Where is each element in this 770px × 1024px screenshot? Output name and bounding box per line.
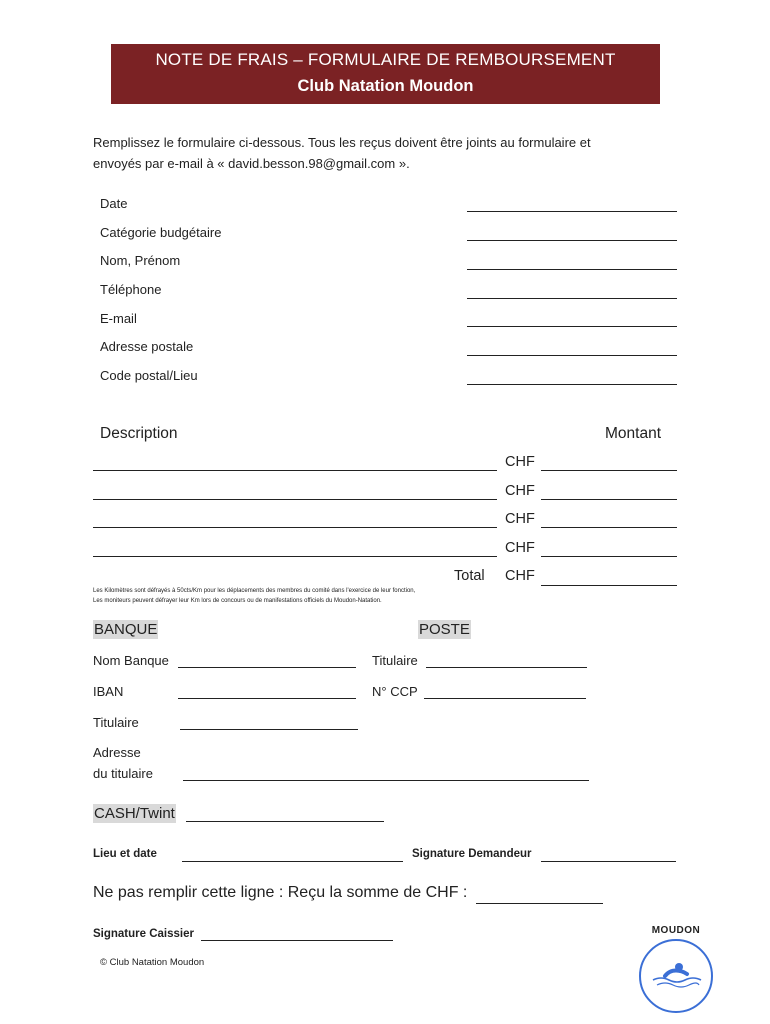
- description-heading: Description: [100, 425, 178, 442]
- bank-holder-field[interactable]: [180, 729, 358, 730]
- name-field[interactable]: [467, 269, 677, 270]
- do-not-fill-text: Ne pas remplir cette ligne : Reçu la somme de CHF :: [93, 884, 468, 901]
- date-field[interactable]: [467, 211, 677, 212]
- cash-heading: CASH/Twint: [94, 805, 175, 822]
- form-title: NOTE DE FRAIS – FORMULAIRE DE REMBOURSEMENT: [155, 50, 616, 69]
- bank-name-field[interactable]: [178, 667, 356, 668]
- cash-field[interactable]: [186, 821, 384, 822]
- cashier-signature-label: Signature Caissier: [93, 928, 194, 940]
- mileage-note: [93, 586, 415, 606]
- post-holder-field[interactable]: [426, 667, 587, 668]
- currency-label: CHF: [505, 540, 535, 556]
- email-label: E-mail: [100, 311, 137, 326]
- logo-text: MOUDON: [651, 925, 701, 936]
- description-line[interactable]: [93, 499, 497, 500]
- form-subtitle: Club Natation Moudon: [297, 77, 474, 95]
- description-line[interactable]: [93, 527, 497, 528]
- zip-field[interactable]: [467, 384, 677, 385]
- form-header: [111, 44, 660, 104]
- iban-field[interactable]: [178, 698, 356, 699]
- holder-address-label-1: Adresse: [93, 745, 141, 760]
- intro-line-2: envoyés par e-mail à « david.besson.98@gmail.com ».: [93, 156, 410, 171]
- phone-field[interactable]: [467, 298, 677, 299]
- club-logo: [635, 924, 717, 1014]
- bank-heading: BANQUE: [94, 621, 158, 638]
- bank-name-label: Nom Banque: [93, 653, 169, 668]
- zip-label: Code postal/Lieu: [100, 368, 198, 383]
- currency-label: CHF: [505, 568, 535, 584]
- phone-label: Téléphone: [100, 282, 162, 297]
- requester-signature-field[interactable]: [541, 861, 676, 862]
- received-amount-field[interactable]: [476, 903, 603, 904]
- amount-line[interactable]: [541, 470, 677, 471]
- mileage-note-line-2: Les moniteurs peuvent défrayer leur Km lors de concours ou de manifestations officiels du Moudon-Natation.: [93, 598, 382, 604]
- cashier-signature-field[interactable]: [201, 940, 393, 941]
- requester-signature-label: Signature Demandeur: [412, 848, 532, 860]
- amount-line[interactable]: [541, 499, 677, 500]
- post-heading: POSTE: [419, 621, 470, 638]
- swimmer-icon: [635, 934, 717, 1014]
- intro-text: [93, 132, 693, 174]
- address-field[interactable]: [467, 355, 677, 356]
- ccp-field[interactable]: [424, 698, 586, 699]
- name-label: Nom, Prénom: [100, 253, 181, 268]
- holder-address-label-2: du titulaire: [93, 766, 153, 781]
- iban-label: IBAN: [93, 684, 124, 699]
- total-amount-line[interactable]: [541, 585, 677, 586]
- bank-holder-label: Titulaire: [93, 715, 139, 730]
- category-field[interactable]: [467, 240, 677, 241]
- address-label: Adresse postale: [100, 339, 194, 354]
- place-date-field[interactable]: [182, 861, 403, 862]
- category-label: Catégorie budgétaire: [100, 225, 222, 240]
- holder-address-field[interactable]: [183, 780, 589, 781]
- email-field[interactable]: [467, 326, 677, 327]
- currency-label: CHF: [505, 511, 535, 527]
- place-date-label: Lieu et date: [93, 848, 157, 860]
- description-line[interactable]: [93, 470, 497, 471]
- description-line[interactable]: [93, 556, 497, 557]
- date-label: Date: [100, 196, 128, 211]
- total-label: Total: [454, 568, 485, 584]
- ccp-label: N° CCP: [372, 684, 418, 699]
- currency-label: CHF: [505, 483, 535, 499]
- intro-line-1: Remplissez le formulaire ci-dessous. Tous les reçus doivent être joints au formulaire et: [93, 135, 591, 150]
- amount-heading: Montant: [605, 425, 662, 442]
- post-holder-label: Titulaire: [372, 653, 418, 668]
- copyright: © Club Natation Moudon: [100, 957, 205, 968]
- amount-line[interactable]: [541, 527, 677, 528]
- mileage-note-line-1: Les Kilomètres sont défrayés à 50cts/Km pour les déplacements des membres du comité dans l'exercice de leur fonction,: [93, 588, 416, 594]
- currency-label: CHF: [505, 454, 535, 470]
- amount-line[interactable]: [541, 556, 677, 557]
